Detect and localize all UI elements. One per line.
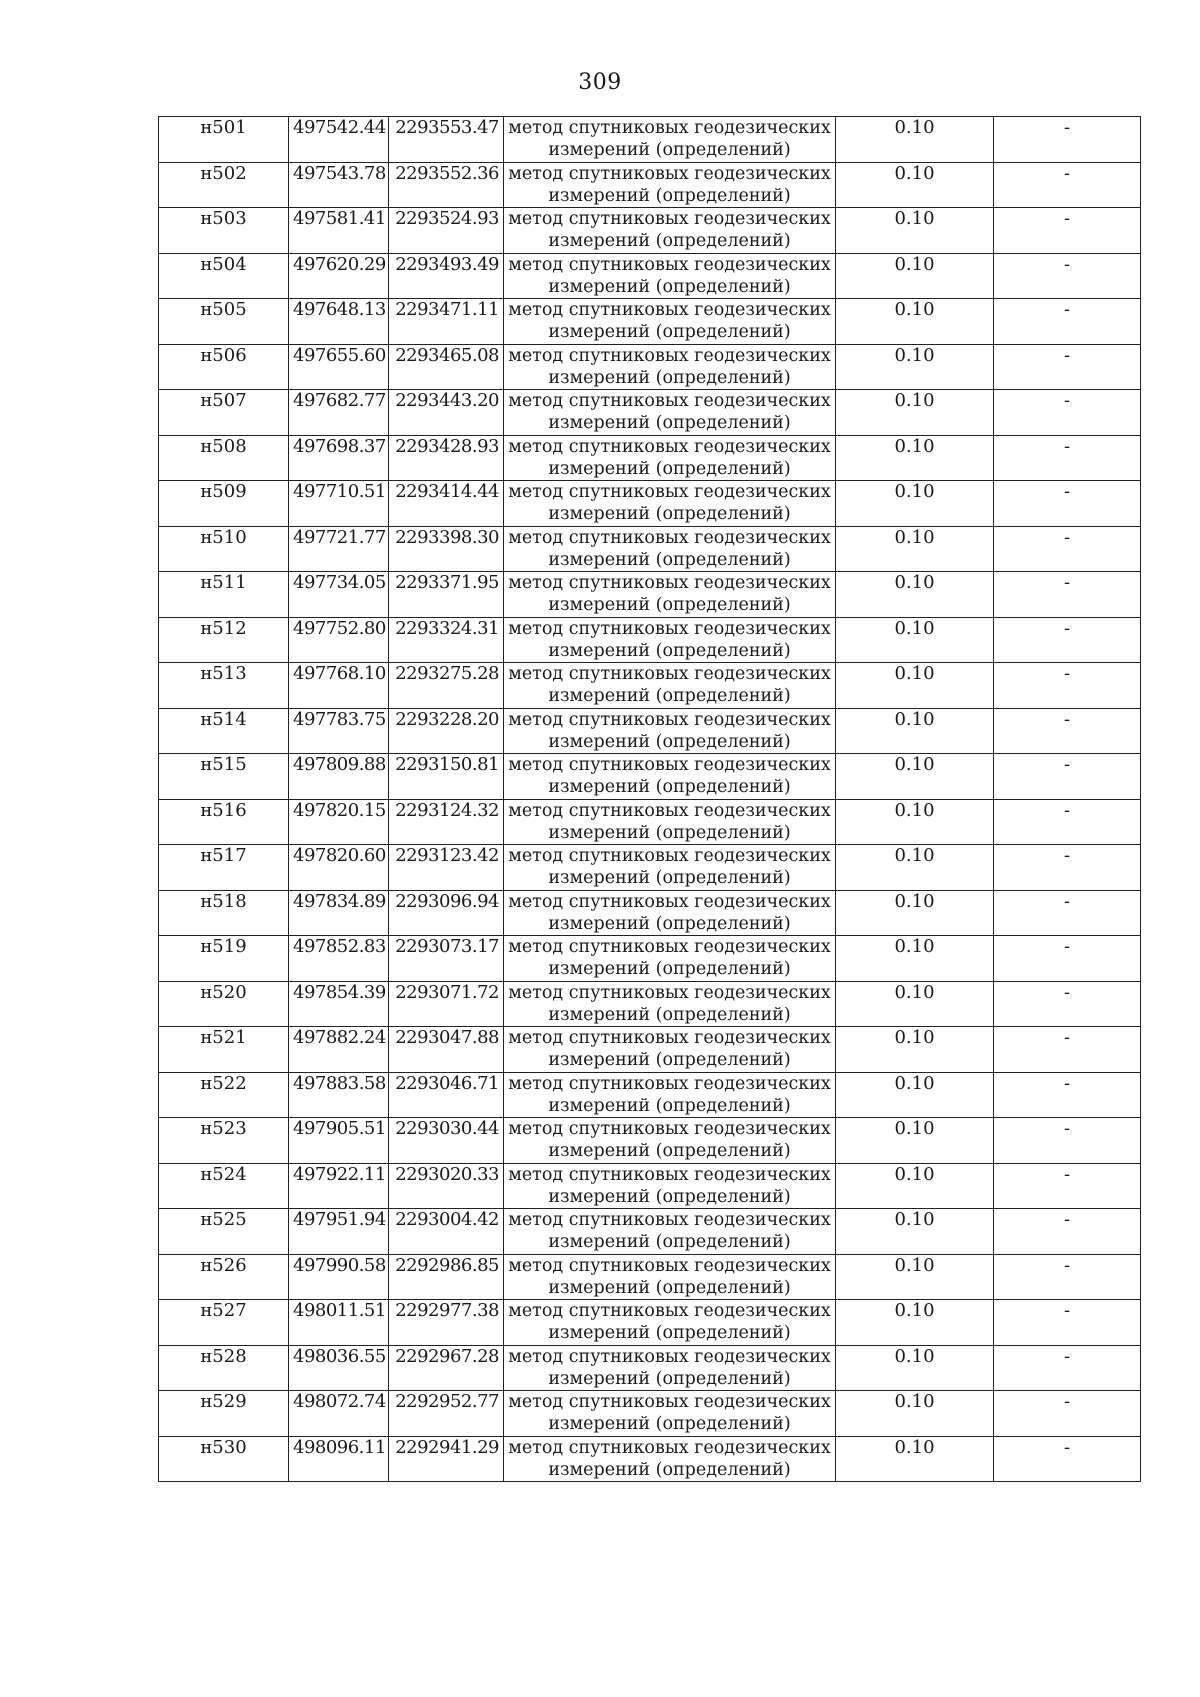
y-coordinate-cell: 2293524.93 (389, 208, 504, 254)
table-row (159, 208, 1141, 254)
point-name-cell: н530 (159, 1436, 289, 1482)
precision-cell: 0.10 (836, 299, 994, 345)
precision-cell: 0.10 (836, 617, 994, 663)
x-coordinate-cell: 497655.60 (289, 344, 389, 390)
x-coordinate-cell: 497682.77 (289, 390, 389, 436)
method-cell: метод спутниковых геодезических измерений (определений) (504, 1436, 836, 1482)
point-name-cell: н513 (159, 663, 289, 709)
point-name-cell: н516 (159, 799, 289, 845)
point-name-cell: н514 (159, 708, 289, 754)
extra-cell: - (994, 435, 1141, 481)
x-coordinate-cell: 497783.75 (289, 708, 389, 754)
precision-cell: 0.10 (836, 435, 994, 481)
method-cell: метод спутниковых геодезических измерений (определений) (504, 117, 836, 163)
y-coordinate-cell: 2292967.28 (389, 1345, 504, 1391)
table-row (159, 1209, 1141, 1255)
point-name-cell: н520 (159, 981, 289, 1027)
point-name-cell: н528 (159, 1345, 289, 1391)
precision-cell: 0.10 (836, 754, 994, 800)
y-coordinate-cell: 2292977.38 (389, 1300, 504, 1346)
x-coordinate-cell: 497854.39 (289, 981, 389, 1027)
method-cell: метод спутниковых геодезических измерений (определений) (504, 1118, 836, 1164)
x-coordinate-cell: 497620.29 (289, 253, 389, 299)
x-coordinate-cell: 497581.41 (289, 208, 389, 254)
y-coordinate-cell: 2293096.94 (389, 890, 504, 936)
point-name-cell: н507 (159, 390, 289, 436)
x-coordinate-cell: 497698.37 (289, 435, 389, 481)
precision-cell: 0.10 (836, 981, 994, 1027)
x-coordinate-cell: 497834.89 (289, 890, 389, 936)
point-name-cell: н523 (159, 1118, 289, 1164)
table-row (159, 299, 1141, 345)
method-cell: метод спутниковых геодезических измерений (определений) (504, 390, 836, 436)
method-cell: метод спутниковых геодезических измерений (определений) (504, 572, 836, 618)
table-row (159, 1436, 1141, 1482)
point-name-cell: н509 (159, 481, 289, 527)
precision-cell: 0.10 (836, 845, 994, 891)
table-row (159, 344, 1141, 390)
y-coordinate-cell: 2293324.31 (389, 617, 504, 663)
table-body (159, 117, 1141, 1482)
point-name-cell: н521 (159, 1027, 289, 1073)
method-cell: метод спутниковых геодезических измерений (определений) (504, 208, 836, 254)
method-cell: метод спутниковых геодезических измерений (определений) (504, 481, 836, 527)
table-row (159, 799, 1141, 845)
precision-cell: 0.10 (836, 890, 994, 936)
extra-cell: - (994, 1391, 1141, 1437)
extra-cell: - (994, 117, 1141, 163)
table-row (159, 1118, 1141, 1164)
point-name-cell: н518 (159, 890, 289, 936)
extra-cell: - (994, 526, 1141, 572)
x-coordinate-cell: 497852.83 (289, 936, 389, 982)
page-number: 309 (578, 70, 622, 95)
y-coordinate-cell: 2293030.44 (389, 1118, 504, 1164)
x-coordinate-cell: 497809.88 (289, 754, 389, 800)
y-coordinate-cell: 2293228.20 (389, 708, 504, 754)
table-row (159, 1027, 1141, 1073)
method-cell: метод спутниковых геодезических измерений (определений) (504, 1254, 836, 1300)
point-name-cell: н503 (159, 208, 289, 254)
x-coordinate-cell: 498072.74 (289, 1391, 389, 1437)
extra-cell: - (994, 617, 1141, 663)
extra-cell: - (994, 572, 1141, 618)
precision-cell: 0.10 (836, 708, 994, 754)
precision-cell: 0.10 (836, 799, 994, 845)
precision-cell: 0.10 (836, 1118, 994, 1164)
extra-cell: - (994, 799, 1141, 845)
method-cell: метод спутниковых геодезических измерений (определений) (504, 1300, 836, 1346)
x-coordinate-cell: 497990.58 (289, 1254, 389, 1300)
method-cell: метод спутниковых геодезических измерений (определений) (504, 981, 836, 1027)
method-cell: метод спутниковых геодезических измерений (определений) (504, 617, 836, 663)
method-cell: метод спутниковых геодезических измерений (определений) (504, 1027, 836, 1073)
y-coordinate-cell: 2293471.11 (389, 299, 504, 345)
x-coordinate-cell: 497820.60 (289, 845, 389, 891)
precision-cell: 0.10 (836, 1391, 994, 1437)
table-row (159, 117, 1141, 163)
x-coordinate-cell: 497710.51 (289, 481, 389, 527)
table-row (159, 936, 1141, 982)
precision-cell: 0.10 (836, 481, 994, 527)
precision-cell: 0.10 (836, 1254, 994, 1300)
method-cell: метод спутниковых геодезических измерений (определений) (504, 435, 836, 481)
precision-cell: 0.10 (836, 390, 994, 436)
table-row (159, 708, 1141, 754)
precision-cell: 0.10 (836, 1163, 994, 1209)
extra-cell: - (994, 708, 1141, 754)
extra-cell: - (994, 1345, 1141, 1391)
table-row (159, 981, 1141, 1027)
extra-cell: - (994, 981, 1141, 1027)
point-name-cell: н522 (159, 1072, 289, 1118)
point-name-cell: н504 (159, 253, 289, 299)
x-coordinate-cell: 497951.94 (289, 1209, 389, 1255)
x-coordinate-cell: 497721.77 (289, 526, 389, 572)
extra-cell: - (994, 754, 1141, 800)
y-coordinate-cell: 2293552.36 (389, 162, 504, 208)
table-row (159, 1072, 1141, 1118)
table-row (159, 663, 1141, 709)
extra-cell: - (994, 663, 1141, 709)
precision-cell: 0.10 (836, 1027, 994, 1073)
point-name-cell: н515 (159, 754, 289, 800)
table-row (159, 1254, 1141, 1300)
y-coordinate-cell: 2293004.42 (389, 1209, 504, 1255)
extra-cell: - (994, 890, 1141, 936)
y-coordinate-cell: 2293493.49 (389, 253, 504, 299)
method-cell: метод спутниковых геодезических измерений (определений) (504, 344, 836, 390)
y-coordinate-cell: 2293123.42 (389, 845, 504, 891)
point-name-cell: н512 (159, 617, 289, 663)
y-coordinate-cell: 2293275.28 (389, 663, 504, 709)
extra-cell: - (994, 1072, 1141, 1118)
extra-cell: - (994, 1254, 1141, 1300)
x-coordinate-cell: 497542.44 (289, 117, 389, 163)
method-cell: метод спутниковых геодезических измерений (определений) (504, 936, 836, 982)
y-coordinate-cell: 2293465.08 (389, 344, 504, 390)
y-coordinate-cell: 2292952.77 (389, 1391, 504, 1437)
y-coordinate-cell: 2293046.71 (389, 1072, 504, 1118)
method-cell: метод спутниковых геодезических измерений (определений) (504, 299, 836, 345)
precision-cell: 0.10 (836, 526, 994, 572)
extra-cell: - (994, 1300, 1141, 1346)
y-coordinate-cell: 2293150.81 (389, 754, 504, 800)
x-coordinate-cell: 497543.78 (289, 162, 389, 208)
method-cell: метод спутниковых геодезических измерений (определений) (504, 162, 836, 208)
table-row (159, 435, 1141, 481)
extra-cell: - (994, 845, 1141, 891)
point-name-cell: н505 (159, 299, 289, 345)
y-coordinate-cell: 2293071.72 (389, 981, 504, 1027)
x-coordinate-cell: 497922.11 (289, 1163, 389, 1209)
point-name-cell: н527 (159, 1300, 289, 1346)
precision-cell: 0.10 (836, 663, 994, 709)
point-name-cell: н526 (159, 1254, 289, 1300)
y-coordinate-cell: 2293428.93 (389, 435, 504, 481)
method-cell: метод спутниковых геодезических измерений (определений) (504, 1391, 836, 1437)
table-row (159, 1391, 1141, 1437)
precision-cell: 0.10 (836, 162, 994, 208)
precision-cell: 0.10 (836, 117, 994, 163)
y-coordinate-cell: 2293047.88 (389, 1027, 504, 1073)
extra-cell: - (994, 936, 1141, 982)
extra-cell: - (994, 208, 1141, 254)
table-row (159, 617, 1141, 663)
table-row (159, 162, 1141, 208)
extra-cell: - (994, 481, 1141, 527)
x-coordinate-cell: 497905.51 (289, 1118, 389, 1164)
extra-cell: - (994, 1436, 1141, 1482)
method-cell: метод спутниковых геодезических измерений (определений) (504, 1072, 836, 1118)
point-name-cell: н525 (159, 1209, 289, 1255)
extra-cell: - (994, 344, 1141, 390)
point-name-cell: н502 (159, 162, 289, 208)
precision-cell: 0.10 (836, 344, 994, 390)
point-name-cell: н506 (159, 344, 289, 390)
y-coordinate-cell: 2293371.95 (389, 572, 504, 618)
point-name-cell: н519 (159, 936, 289, 982)
coordinates-table (158, 116, 1141, 1482)
y-coordinate-cell: 2293020.33 (389, 1163, 504, 1209)
point-name-cell: н524 (159, 1163, 289, 1209)
extra-cell: - (994, 299, 1141, 345)
extra-cell: - (994, 390, 1141, 436)
point-name-cell: н501 (159, 117, 289, 163)
method-cell: метод спутниковых геодезических измерений (определений) (504, 845, 836, 891)
x-coordinate-cell: 498096.11 (289, 1436, 389, 1482)
x-coordinate-cell: 497752.80 (289, 617, 389, 663)
x-coordinate-cell: 497882.24 (289, 1027, 389, 1073)
method-cell: метод спутниковых геодезических измерений (определений) (504, 526, 836, 572)
precision-cell: 0.10 (836, 1345, 994, 1391)
extra-cell: - (994, 1118, 1141, 1164)
extra-cell: - (994, 1209, 1141, 1255)
point-name-cell: н511 (159, 572, 289, 618)
x-coordinate-cell: 497768.10 (289, 663, 389, 709)
table-row (159, 754, 1141, 800)
y-coordinate-cell: 2293124.32 (389, 799, 504, 845)
extra-cell: - (994, 1027, 1141, 1073)
point-name-cell: н508 (159, 435, 289, 481)
x-coordinate-cell: 498036.55 (289, 1345, 389, 1391)
precision-cell: 0.10 (836, 1072, 994, 1118)
extra-cell: - (994, 1163, 1141, 1209)
x-coordinate-cell: 498011.51 (289, 1300, 389, 1346)
x-coordinate-cell: 497820.15 (289, 799, 389, 845)
table-row (159, 1300, 1141, 1346)
point-name-cell: н517 (159, 845, 289, 891)
x-coordinate-cell: 497883.58 (289, 1072, 389, 1118)
method-cell: метод спутниковых геодезических измерений (определений) (504, 1209, 836, 1255)
precision-cell: 0.10 (836, 572, 994, 618)
method-cell: метод спутниковых геодезических измерений (определений) (504, 1163, 836, 1209)
y-coordinate-cell: 2292941.29 (389, 1436, 504, 1482)
y-coordinate-cell: 2293443.20 (389, 390, 504, 436)
y-coordinate-cell: 2293073.17 (389, 936, 504, 982)
table-row (159, 1163, 1141, 1209)
point-name-cell: н510 (159, 526, 289, 572)
precision-cell: 0.10 (836, 253, 994, 299)
table-row (159, 390, 1141, 436)
point-name-cell: н529 (159, 1391, 289, 1437)
method-cell: метод спутниковых геодезических измерений (определений) (504, 253, 836, 299)
precision-cell: 0.10 (836, 1436, 994, 1482)
y-coordinate-cell: 2293414.44 (389, 481, 504, 527)
table-row (159, 1345, 1141, 1391)
method-cell: метод спутниковых геодезических измерений (определений) (504, 1345, 836, 1391)
table-row (159, 253, 1141, 299)
x-coordinate-cell: 497648.13 (289, 299, 389, 345)
y-coordinate-cell: 2293398.30 (389, 526, 504, 572)
x-coordinate-cell: 497734.05 (289, 572, 389, 618)
method-cell: метод спутниковых геодезических измерений (определений) (504, 663, 836, 709)
y-coordinate-cell: 2292986.85 (389, 1254, 504, 1300)
precision-cell: 0.10 (836, 1209, 994, 1255)
precision-cell: 0.10 (836, 208, 994, 254)
method-cell: метод спутниковых геодезических измерений (определений) (504, 799, 836, 845)
method-cell: метод спутниковых геодезических измерений (определений) (504, 890, 836, 936)
table-row (159, 526, 1141, 572)
precision-cell: 0.10 (836, 1300, 994, 1346)
y-coordinate-cell: 2293553.47 (389, 117, 504, 163)
precision-cell: 0.10 (836, 936, 994, 982)
table-row (159, 845, 1141, 891)
extra-cell: - (994, 253, 1141, 299)
table-row (159, 890, 1141, 936)
table-row (159, 572, 1141, 618)
table-row (159, 481, 1141, 527)
extra-cell: - (994, 162, 1141, 208)
method-cell: метод спутниковых геодезических измерений (определений) (504, 754, 836, 800)
method-cell: метод спутниковых геодезических измерений (определений) (504, 708, 836, 754)
